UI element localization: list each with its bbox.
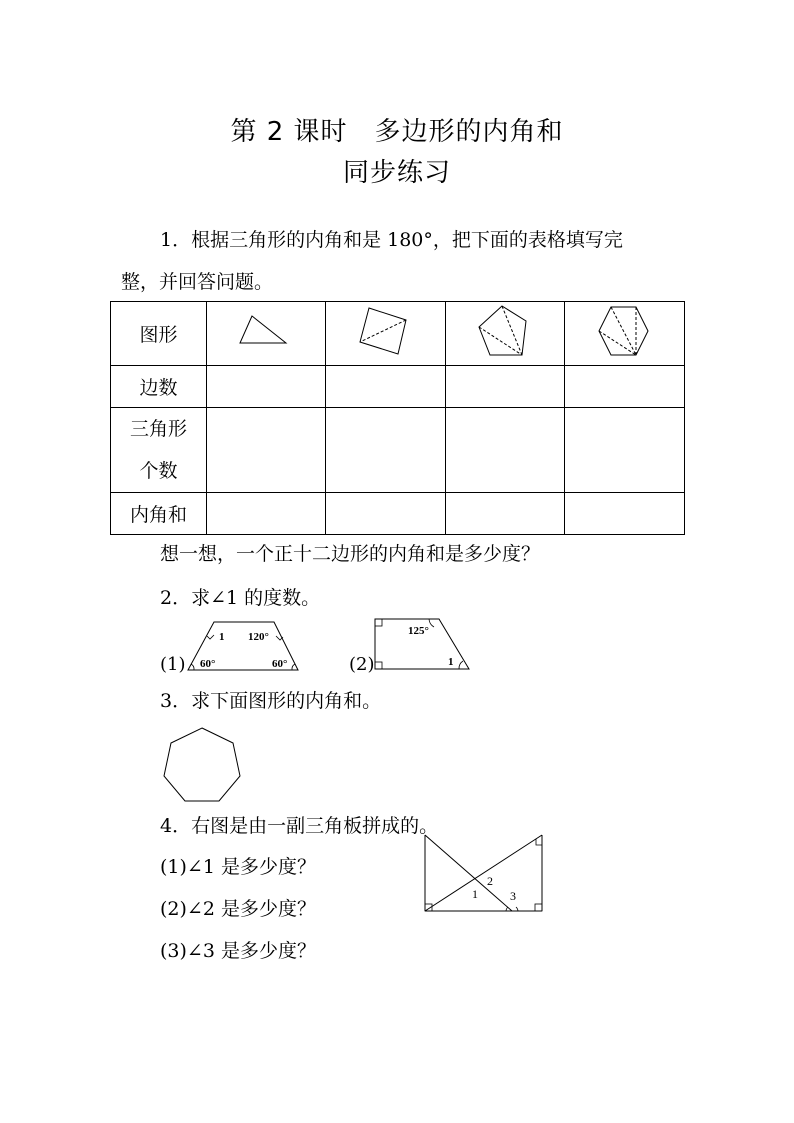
answer-cell[interactable] (565, 366, 685, 408)
q2-fig2-angle1: 1 (448, 656, 454, 668)
shape-quadrilateral-cell (326, 302, 446, 366)
row-header-triangle-count-line2: 个数 (139, 460, 178, 482)
table-row-shapes (111, 302, 685, 366)
row-header-angle-sum: 内角和 (111, 493, 207, 535)
page-subtitle: 同步练习 (342, 158, 451, 188)
answer-cell[interactable] (446, 366, 565, 408)
q2-fig1-120: 120° (248, 631, 269, 643)
row-header-triangle-count-line1: 三角形 (129, 418, 187, 440)
q1-followup: 想一想，一个正十二边形的内角和是多少度？ (160, 543, 541, 565)
q4-sub3: (3)∠3 是多少度？ (160, 940, 316, 962)
pentagon-figure (475, 303, 535, 359)
answer-cell[interactable] (207, 493, 326, 535)
q4-angle1-label: 1 (472, 887, 478, 901)
hexagon-figure (595, 303, 655, 359)
q2-fig2-label: (2) (349, 654, 375, 675)
q1-text-line2: 整，并回答问题。 (121, 271, 274, 293)
answer-cell[interactable] (446, 408, 565, 493)
row-header-triangle-count (111, 408, 207, 493)
row-header-sides: 边数 (111, 366, 207, 408)
shape-hexagon-cell (565, 302, 685, 366)
quadrilateral-figure (356, 304, 416, 358)
q4-sub2: (2)∠2 是多少度？ (160, 898, 316, 920)
q4-sub1: (1)∠1 是多少度？ (160, 856, 316, 878)
q2-fig1-60-left: 60° (200, 658, 216, 670)
shape-pentagon-cell (446, 302, 565, 366)
answer-cell[interactable] (565, 493, 685, 535)
table-row-sides (111, 366, 685, 408)
q4-text: 4．右图是由一副三角板拼成的。 (160, 815, 439, 837)
q2-fig2-125: 125° (408, 625, 429, 637)
answer-cell[interactable] (326, 408, 446, 493)
answer-cell[interactable] (326, 493, 446, 535)
q2-fig1-60-right: 60° (272, 658, 288, 670)
row-header-shape: 图形 (111, 302, 207, 366)
q2-fig1-angle1: 1 (219, 631, 225, 643)
triangle-figure (236, 311, 296, 351)
answer-cell[interactable] (565, 408, 685, 493)
q4-angle3-label: 3 (510, 889, 516, 903)
q1-table (110, 301, 685, 535)
q2-trapezoid-figure (186, 618, 302, 674)
heptagon-figure (160, 726, 244, 804)
answer-cell[interactable] (326, 366, 446, 408)
q2-right-trapezoid-figure (373, 615, 473, 673)
q4-angle2-label: 2 (487, 874, 493, 888)
answer-cell[interactable] (207, 408, 326, 493)
answer-cell[interactable] (446, 493, 565, 535)
answer-cell[interactable] (207, 366, 326, 408)
q2-fig1-label: (1) (160, 654, 186, 675)
page-title: 第 2 课时 多边形的内角和 (230, 117, 564, 147)
shape-triangle-cell (207, 302, 326, 366)
table-row-angle-sum (111, 493, 685, 535)
q1-text-line1: 1．根据三角形的内角和是 180°，把下面的表格填写完 (160, 229, 623, 251)
q3-text: 3．求下面图形的内角和。 (160, 690, 382, 712)
q2-text: 2．求∠1 的度数。 (160, 587, 321, 609)
q4-set-squares-figure (422, 832, 546, 914)
table-row-triangle-count (111, 408, 685, 493)
